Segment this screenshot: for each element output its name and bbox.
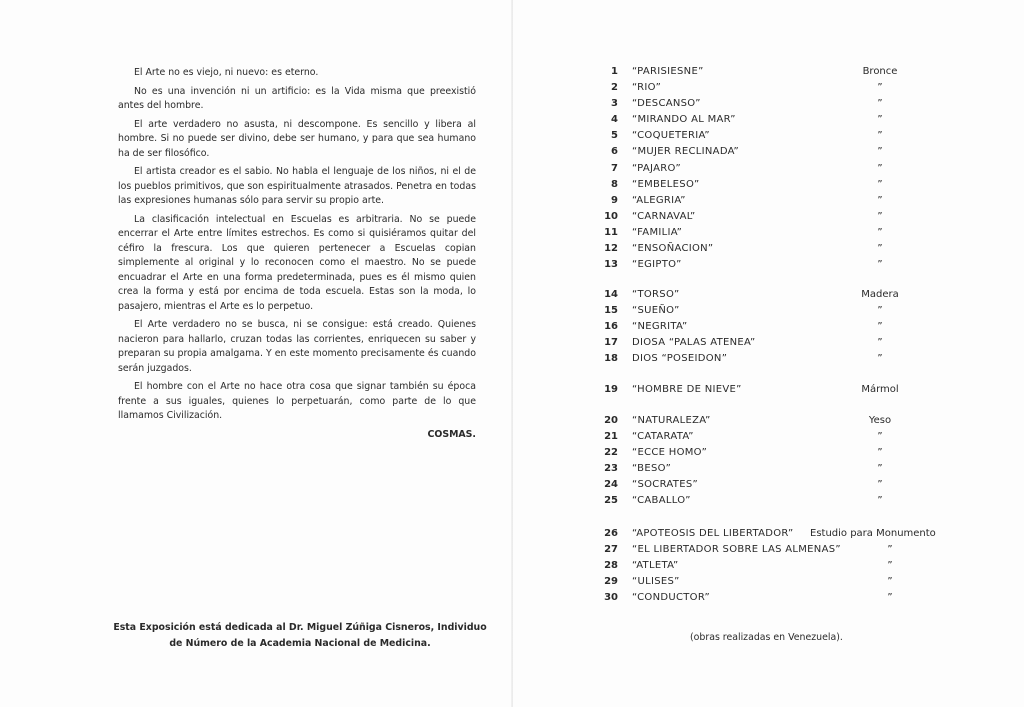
essay-paragraph: No es una invención ni un artificio: es la Vida misma que preexistió antes del hombre. (118, 85, 476, 111)
work-title: “SUEÑO” (632, 305, 680, 317)
work-material: Yeso (868, 415, 892, 426)
work-material: ” (877, 82, 883, 94)
work-title: “ALEGRIA” (632, 194, 686, 206)
work-number: 2 (611, 82, 618, 94)
essay (118, 66, 476, 442)
work-row (590, 144, 1010, 160)
works-group (590, 64, 1010, 273)
work-number: 29 (604, 576, 618, 588)
work-material: ” (877, 243, 883, 255)
work-title: “CABALLO” (632, 495, 691, 507)
work-material: ” (877, 353, 883, 365)
essay-paragraph: El Arte verdadero no se busca, ni se consigue: está creado. Quienes nacieron para hallarlo, cruzan todas las corrientes, enriquecen su saber y preparan su propia amalgama. Y en este momento precisamente és cuando serán juzgados. (118, 319, 476, 374)
dedication-line: Esta Exposición está dedicada al Dr. Miguel Zúñiga Cisneros, Individuo (113, 622, 487, 633)
essay-paragraph: El artista creador es el sabio. No habla el lenguaje de los niños, ni el de los pueblos primitivos, que son espiritualmente atrasados. Penetra en todas las expresiones humanas sólo para servir su propio arte. (118, 166, 476, 206)
work-number: 15 (604, 305, 618, 317)
work-material: ” (877, 194, 883, 206)
work-title: “TORSO” (632, 289, 680, 300)
work-number: 28 (604, 560, 618, 572)
work-material: ” (877, 226, 883, 238)
work-number: 18 (604, 353, 618, 365)
signature: COSMAS. (427, 428, 476, 440)
work-title: “EL LIBERTADOR SOBRE LAS ALMENAS” (632, 544, 841, 556)
work-number: 23 (604, 463, 618, 475)
work-number: 19 (604, 384, 618, 395)
work-row (590, 413, 1010, 429)
work-number: 30 (604, 592, 618, 604)
work-number: 16 (604, 321, 618, 333)
work-number: 11 (604, 226, 618, 238)
work-row (590, 112, 1010, 128)
work-material: ” (877, 479, 883, 491)
work-row (590, 477, 1010, 493)
work-row (590, 319, 1010, 335)
work-row (590, 209, 1010, 225)
work-material: ” (887, 576, 893, 588)
work-title: “COQUETERIA” (632, 130, 710, 142)
work-number: 21 (604, 431, 618, 443)
work-material: ” (877, 178, 883, 190)
work-row (590, 161, 1010, 177)
work-title: “ULISES” (632, 576, 680, 588)
work-row (590, 526, 1010, 542)
work-material: ” (877, 98, 883, 110)
essay-paragraph: El hombre con el Arte no hace otra cosa que signar también su época frente a sus iguales, quienes lo perpetuarán, como parte de lo que llamamos Civilización. (118, 381, 476, 421)
work-material: ” (877, 431, 883, 443)
work-row (590, 64, 1010, 80)
work-title: “SOCRATES” (632, 479, 698, 491)
work-number: 25 (604, 495, 618, 507)
work-material: ” (877, 305, 883, 317)
work-number: 8 (611, 178, 618, 190)
work-number: 12 (604, 243, 618, 255)
work-number: 26 (604, 528, 618, 539)
works-group (590, 413, 1010, 510)
work-material: ” (877, 146, 883, 158)
work-title: “RIO” (632, 82, 662, 94)
work-row (590, 225, 1010, 241)
work-row (590, 80, 1010, 96)
work-material: ” (877, 114, 883, 126)
work-row (590, 574, 1010, 590)
work-title: DIOSA “PALAS ATENEA” (632, 337, 756, 349)
work-material: ” (877, 337, 883, 349)
work-title: “MIRANDO AL MAR” (632, 114, 736, 126)
work-title: “EGIPTO” (632, 259, 682, 271)
page-fold (511, 0, 513, 707)
work-row (590, 382, 1010, 398)
work-row (590, 461, 1010, 477)
work-title: “CATARATA” (632, 431, 694, 443)
work-title: “FAMILIA” (632, 226, 683, 238)
work-material: ” (877, 495, 883, 507)
work-material: ” (887, 544, 893, 556)
works-group (590, 382, 1010, 398)
work-row (590, 542, 1010, 558)
work-title: “NATURALEZA” (632, 415, 711, 426)
work-row (590, 558, 1010, 574)
essay-paragraph: El Arte no es viejo, ni nuevo: es eterno. (134, 67, 319, 78)
work-title: “APOTEOSIS DEL LIBERTADOR” (632, 528, 794, 539)
work-row (590, 128, 1010, 144)
work-row (590, 445, 1010, 461)
work-title: “ATLETA” (632, 560, 679, 572)
essay-paragraph: La clasificación intelectual en Escuelas es arbitraria. No se puede encerrar el Arte entre límites estrechos. Es como si quisiéramos quitar del céfiro la frescura. Los que quieren pertenecer a Escuelas copian simplemente al original y lo reconocen como el maestro. No se puede encuadrar el Arte en una forma predeterminada, pues es él mismo quien crea la forma y está por encima de toda escuela. Estas son la moda, lo pasajero, mientras el Arte es lo perpetuo. (118, 213, 476, 312)
work-material: ” (887, 592, 893, 604)
work-row (590, 429, 1010, 445)
work-title: “HOMBRE DE NIEVE” (632, 384, 742, 395)
work-title: “DESCANSO” (632, 98, 701, 110)
work-row (590, 96, 1010, 112)
work-title: “PAJARO” (632, 162, 681, 174)
work-title: “NEGRITA” (632, 321, 688, 333)
work-number: 27 (604, 544, 618, 556)
work-row (590, 193, 1010, 209)
work-title: “BESO” (632, 463, 672, 475)
work-title: “EMBELESO” (632, 178, 700, 190)
work-row (590, 351, 1010, 367)
works-group (590, 526, 1010, 606)
work-material: ” (877, 210, 883, 222)
work-number: 4 (611, 114, 618, 126)
work-number: 1 (611, 66, 618, 77)
work-material: Madera (861, 289, 899, 300)
work-number: 24 (604, 479, 618, 491)
work-number: 20 (604, 415, 618, 426)
work-row (590, 241, 1010, 257)
work-number: 17 (604, 337, 618, 349)
work-number: 5 (611, 130, 618, 142)
work-title: “ENSOÑACION” (632, 243, 714, 255)
work-material: Estudio para Monumento (810, 528, 936, 539)
work-row (590, 335, 1010, 351)
footnote: (obras realizadas en Venezuela). (690, 632, 843, 643)
work-row (590, 493, 1010, 509)
work-number: 9 (611, 194, 618, 206)
work-title: “PARISIESNE” (632, 66, 704, 77)
work-material: ” (877, 321, 883, 333)
work-title: “ECCE HOMO” (632, 447, 708, 459)
work-material: ” (877, 259, 883, 271)
work-material: Mármol (861, 384, 899, 395)
work-material: Bronce (862, 66, 898, 77)
work-material: ” (877, 162, 883, 174)
work-number: 22 (604, 447, 618, 459)
work-number: 10 (604, 210, 618, 222)
work-row (590, 287, 1010, 303)
work-title: “MUJER RECLINADA” (632, 146, 740, 158)
work-number: 6 (611, 146, 618, 158)
work-number: 3 (611, 98, 618, 110)
work-number: 14 (604, 289, 618, 300)
work-title: DIOS “POSEIDON” (632, 353, 728, 365)
work-row (590, 257, 1010, 273)
essay-paragraph: El arte verdadero no asusta, ni descompone. Es sencillo y libera al hombre. Si no puede ser divino, debe ser humano, y para que sea humano ha de ser filosófico. (118, 118, 476, 159)
works-group (590, 287, 1010, 367)
work-number: 7 (611, 162, 618, 174)
work-material: ” (877, 463, 883, 475)
work-number: 13 (604, 259, 618, 271)
work-row (590, 177, 1010, 193)
dedication (110, 620, 490, 652)
work-row (590, 303, 1010, 319)
work-row (590, 590, 1010, 606)
work-title: “CARNAVAL” (632, 210, 696, 222)
work-title: “CONDUCTOR” (632, 592, 710, 604)
work-material: ” (887, 560, 893, 572)
work-material: ” (877, 447, 883, 459)
dedication-line: de Número de la Academia Nacional de Medicina. (169, 638, 431, 649)
work-material: ” (877, 130, 883, 142)
